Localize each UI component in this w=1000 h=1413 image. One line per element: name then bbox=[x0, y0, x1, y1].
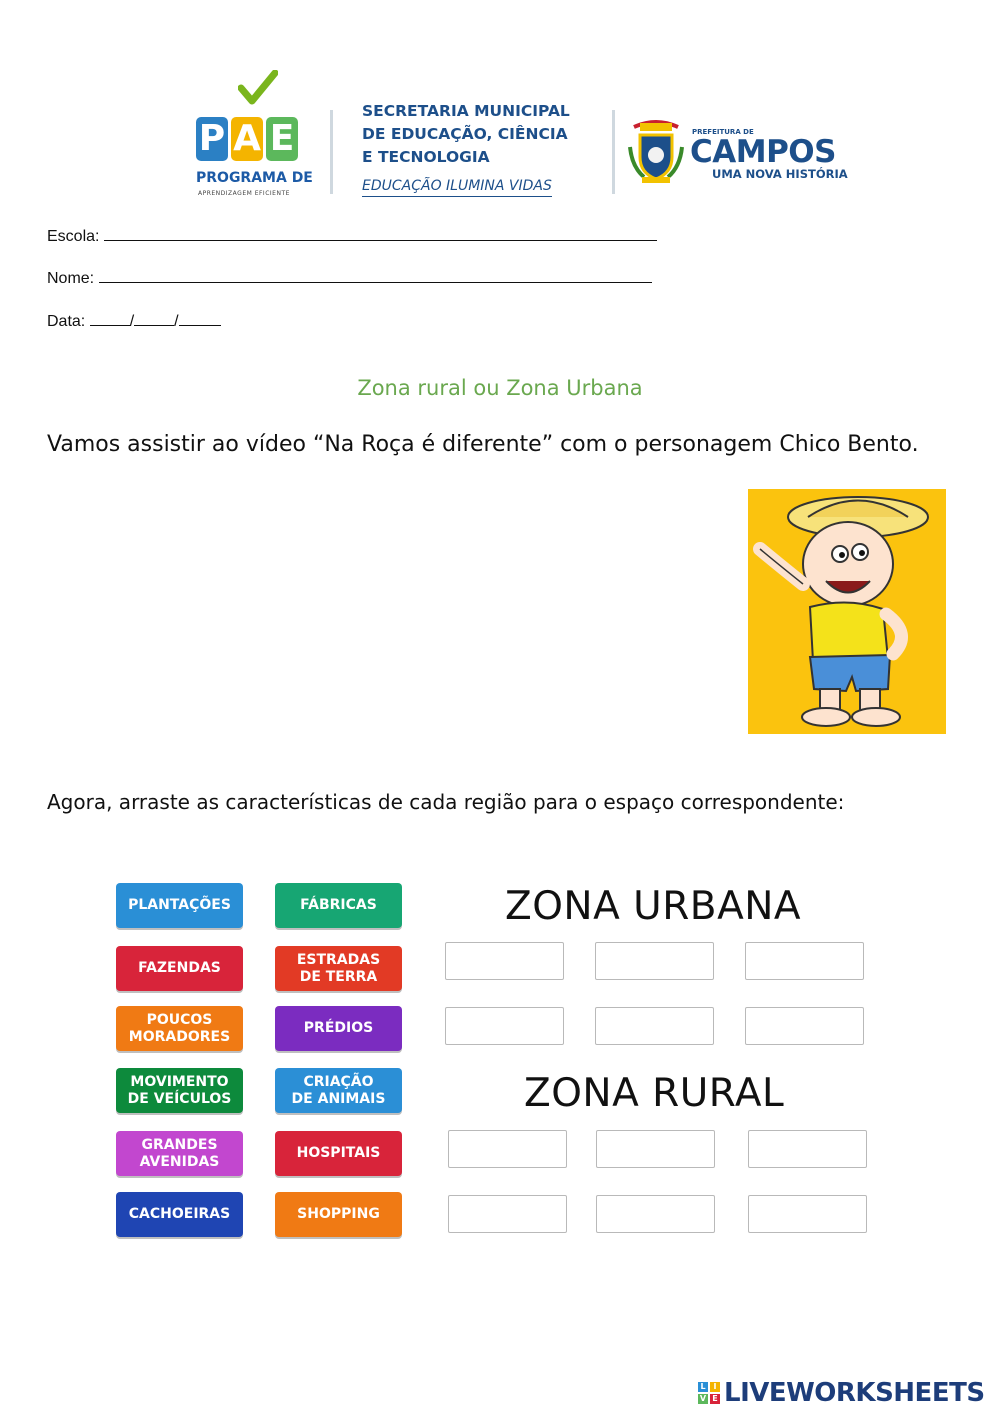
drop-slot-urbana[interactable] bbox=[595, 1007, 714, 1045]
tag-criacao-de-animais[interactable]: CRIAÇÃO DE ANIMAIS bbox=[275, 1068, 402, 1113]
secretaria-line-2: DE EDUCAÇÃO, CIÊNCIA bbox=[362, 125, 568, 143]
logo-letter: E bbox=[710, 1394, 720, 1404]
drop-slot-urbana[interactable] bbox=[745, 942, 864, 980]
liveworksheets-brand: LIVEWORKSHEETS bbox=[724, 1378, 985, 1408]
tag-poucos-moradores[interactable]: POUCOS MORADORES bbox=[116, 1006, 243, 1051]
tag-grandes-avenidas[interactable]: GRANDES AVENIDAS bbox=[116, 1131, 243, 1176]
pae-subtitle-small: APRENDIZAGEM EFICIENTE bbox=[198, 190, 290, 197]
drop-slot-rural[interactable] bbox=[448, 1130, 567, 1168]
campos-tagline: UMA NOVA HISTÓRIA bbox=[712, 167, 848, 181]
secretaria-line-3: E TECNOLOGIA bbox=[362, 148, 490, 166]
escola-field bbox=[47, 228, 657, 246]
data-month-line[interactable] bbox=[134, 324, 174, 326]
worksheet-title: Zona rural ou Zona Urbana bbox=[357, 376, 643, 400]
data-day-line[interactable] bbox=[90, 324, 130, 326]
chico-bento-image bbox=[748, 489, 946, 734]
liveworksheets-icon bbox=[698, 1382, 720, 1404]
header-divider-2 bbox=[612, 110, 615, 194]
pae-subtitle: PROGRAMA DE bbox=[196, 170, 313, 186]
pae-logo bbox=[196, 117, 298, 161]
pae-letter-e: E bbox=[266, 117, 298, 161]
secretaria-line-1: SECRETARIA MUNICIPAL bbox=[362, 102, 570, 120]
nome-field bbox=[47, 270, 652, 288]
tag-movimento-de-veiculos[interactable]: MOVIMENTO DE VEÍCULOS bbox=[116, 1068, 243, 1113]
data-separator: / bbox=[129, 313, 135, 330]
data-year-line[interactable] bbox=[179, 324, 221, 326]
drop-slot-urbana[interactable] bbox=[595, 942, 714, 980]
header-divider bbox=[330, 110, 333, 194]
secretaria-slogan: EDUCAÇÃO ILUMINA VIDAS bbox=[362, 178, 552, 197]
logo-letter: I bbox=[710, 1382, 720, 1392]
checkmark-icon bbox=[238, 70, 278, 106]
chico-bento-illustration bbox=[748, 489, 946, 734]
zona-rural-title: ZONA RURAL bbox=[524, 1071, 785, 1116]
drop-slot-rural[interactable] bbox=[596, 1130, 715, 1168]
logo-letter: V bbox=[699, 1394, 707, 1403]
tag-shopping[interactable]: SHOPPING bbox=[275, 1192, 402, 1237]
drop-slot-urbana[interactable] bbox=[445, 1007, 564, 1045]
drop-slot-rural[interactable] bbox=[748, 1195, 867, 1233]
instruction-text: Agora, arraste as características de cada região para o espaço correspondente: bbox=[47, 790, 845, 814]
prefeitura-label: PREFEITURA DE bbox=[692, 128, 754, 136]
tag-fabricas[interactable]: FÁBRICAS bbox=[275, 883, 402, 928]
drop-slot-urbana[interactable] bbox=[445, 942, 564, 980]
drop-slot-rural[interactable] bbox=[596, 1195, 715, 1233]
data-separator: / bbox=[174, 313, 179, 330]
data-label: Data: bbox=[47, 313, 86, 330]
campos-logo-text: CAMPOS bbox=[690, 134, 836, 170]
drop-slot-urbana[interactable] bbox=[745, 1007, 864, 1045]
logo-letter: L bbox=[698, 1382, 708, 1392]
tag-hospitais[interactable]: HOSPITAIS bbox=[275, 1131, 402, 1176]
nome-line[interactable] bbox=[99, 281, 652, 283]
tag-cachoeiras[interactable]: CACHOEIRAS bbox=[116, 1192, 243, 1237]
city-crest-icon bbox=[628, 117, 684, 185]
intro-text: Vamos assistir ao vídeo “Na Roça é diferente” com o personagem Chico Bento. bbox=[47, 432, 919, 457]
nome-label: Nome: bbox=[47, 270, 95, 287]
escola-line[interactable] bbox=[104, 239, 657, 241]
tag-estradas-de-terra[interactable]: ESTRADAS DE TERRA bbox=[275, 946, 402, 991]
drop-slot-rural[interactable] bbox=[448, 1195, 567, 1233]
tag-plantacoes[interactable]: PLANTAÇÕES bbox=[116, 883, 243, 928]
tag-fazendas[interactable]: FAZENDAS bbox=[116, 946, 243, 991]
pae-letter-p: P bbox=[196, 117, 228, 161]
liveworksheets-logo[interactable] bbox=[698, 1378, 985, 1408]
data-field bbox=[47, 313, 221, 331]
zona-urbana-title: ZONA URBANA bbox=[505, 884, 802, 929]
drop-slot-rural[interactable] bbox=[748, 1130, 867, 1168]
pae-letter-a: A bbox=[231, 117, 263, 161]
escola-label: Escola: bbox=[47, 228, 100, 245]
tag-predios[interactable]: PRÉDIOS bbox=[275, 1006, 402, 1051]
secretaria-title bbox=[362, 100, 570, 169]
